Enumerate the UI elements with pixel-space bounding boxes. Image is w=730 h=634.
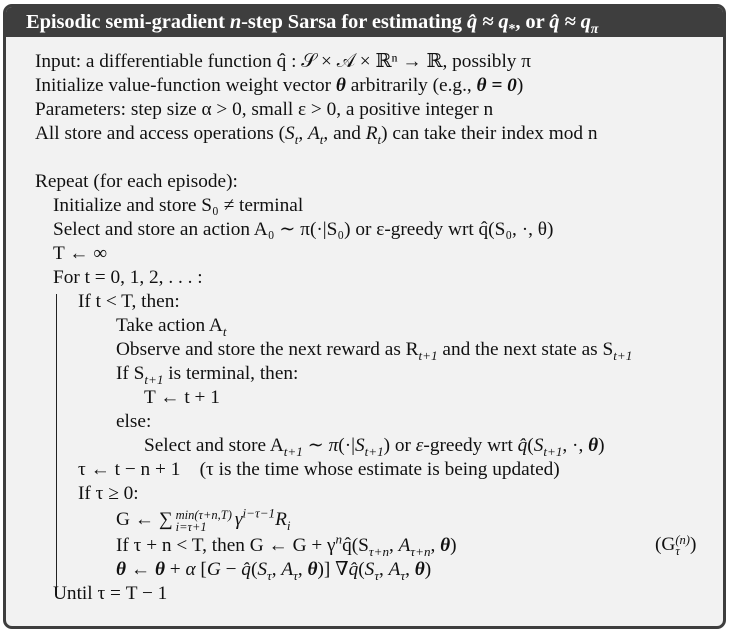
until-line: Until τ = T − 1 <box>53 583 168 604</box>
gamma-exp: i−τ−1 <box>242 505 276 521</box>
text: ) <box>516 75 524 96</box>
text: G ← ∑ <box>116 509 173 530</box>
text: Initialize value-function weight vector <box>35 75 336 96</box>
title-pi: π <box>590 22 599 38</box>
gamma: γ <box>234 509 243 530</box>
take-action-line: Take action $A_t$ <box>116 315 227 339</box>
text: All store and access operations ( <box>35 123 286 144</box>
observe-line: Observe and store the next reward as $R_{t+1}$ and the next state as $S_{t+1}$ <box>116 339 633 363</box>
sum-limits <box>176 509 232 533</box>
bootstrap-line: If τ + n < T, then G ← $G + \gamma^nq̂(S_{\tau+n}$, $A_{\tau+n}$, θ) <box>116 531 457 559</box>
title-n: n <box>229 11 242 33</box>
algorithm-title <box>6 7 723 37</box>
text: and the next state as S <box>437 339 614 360</box>
init-state-line: Initialize and store S₀ ≠ terminal <box>53 195 304 216</box>
algorithm-box <box>3 4 726 629</box>
label-sub: τ <box>675 543 680 558</box>
t-infinity-line: T ← ∞ <box>53 243 108 264</box>
return-sum-line <box>116 505 291 534</box>
equation-label <box>655 534 696 557</box>
text: (G <box>655 534 676 555</box>
sum-lower: i=τ+1 <box>175 519 207 534</box>
reward: R <box>275 509 287 530</box>
title-sep: , or <box>515 11 550 33</box>
text: arbitrarily (e.g., <box>345 75 477 96</box>
if-tau-line: If τ ≥ 0: <box>78 483 139 504</box>
select-next-action-line: Select and store $A_{t+1}$ ∼ $\pi(\cdot|S_{t+1})$ or ε-greedy wrt $q̂(S_{t+1}$, ·, θ) <box>144 435 605 459</box>
if-t-line: If t < T, then: <box>78 291 180 312</box>
t-update-line: T ← t + 1 <box>144 387 220 408</box>
label-sup: (n) <box>675 532 690 547</box>
reward-sub: i <box>286 517 291 533</box>
loop-body-bar <box>56 294 57 596</box>
text: q̂(S <box>342 535 369 556</box>
text: is terminal, then: <box>163 363 299 384</box>
weight-update-line: θ ← θ + α [$G - q̂(S_\tau$, $A_\tau$, θ)] $\nabla q̂(S_\tau$, $A_\tau$, θ) <box>116 559 432 583</box>
title-text-mid: -step Sarsa for estimating <box>241 11 467 33</box>
text: Observe and store the next reward as R <box>116 339 419 360</box>
algorithm-body <box>35 37 723 626</box>
input-line: Input: a differentiable function q̂ : 𝒮 × 𝒜 × ℝⁿ → ℝ, possibly π <box>35 51 531 72</box>
text: Select and store A <box>144 435 284 456</box>
title-star: * <box>508 22 516 38</box>
init-weights-line <box>35 74 523 98</box>
theta-symbol: θ <box>335 75 346 96</box>
select-action-line: Select and store an action A₀ ∼ π(·|S₀) or ε-greedy wrt q̂(S₀, ·, θ) <box>53 219 554 240</box>
if-terminal-line: If $S_{t+1}$ is terminal, then: <box>116 363 299 387</box>
sum-upper: min(τ+n,T) <box>175 507 232 522</box>
store-access-line: All store and access operations ($S_t$, $A_t$, and $R_t$) can take their index mod n <box>35 123 598 147</box>
theta-zero: θ = 0 <box>476 75 517 96</box>
text: If S <box>116 363 145 384</box>
title-text: Episodic semi-gradient <box>26 11 230 33</box>
text: τ ← t − n + 1 <box>78 459 181 480</box>
else-line: else: <box>116 411 152 432</box>
text: Take action A <box>116 315 223 336</box>
text: ) <box>689 534 697 555</box>
title-q-star: q̂ ≈ q <box>466 11 509 33</box>
repeat-line: Repeat (for each episode): <box>35 171 238 192</box>
text: can take their index mod n <box>392 123 598 144</box>
tau-comment: (τ is the time whose estimate is being updated) <box>199 459 560 480</box>
for-loop-line: For t = 0, 1, 2, . . . : <box>53 267 203 288</box>
title-q-pi: q̂ ≈ q <box>549 11 591 33</box>
label-scripts <box>675 532 690 558</box>
tau-line <box>78 458 560 482</box>
text: If τ + n < T, then G ← G + γ <box>116 535 336 556</box>
parameters-line: Parameters: step size α > 0, small ε > 0, a positive integer n <box>35 99 494 120</box>
